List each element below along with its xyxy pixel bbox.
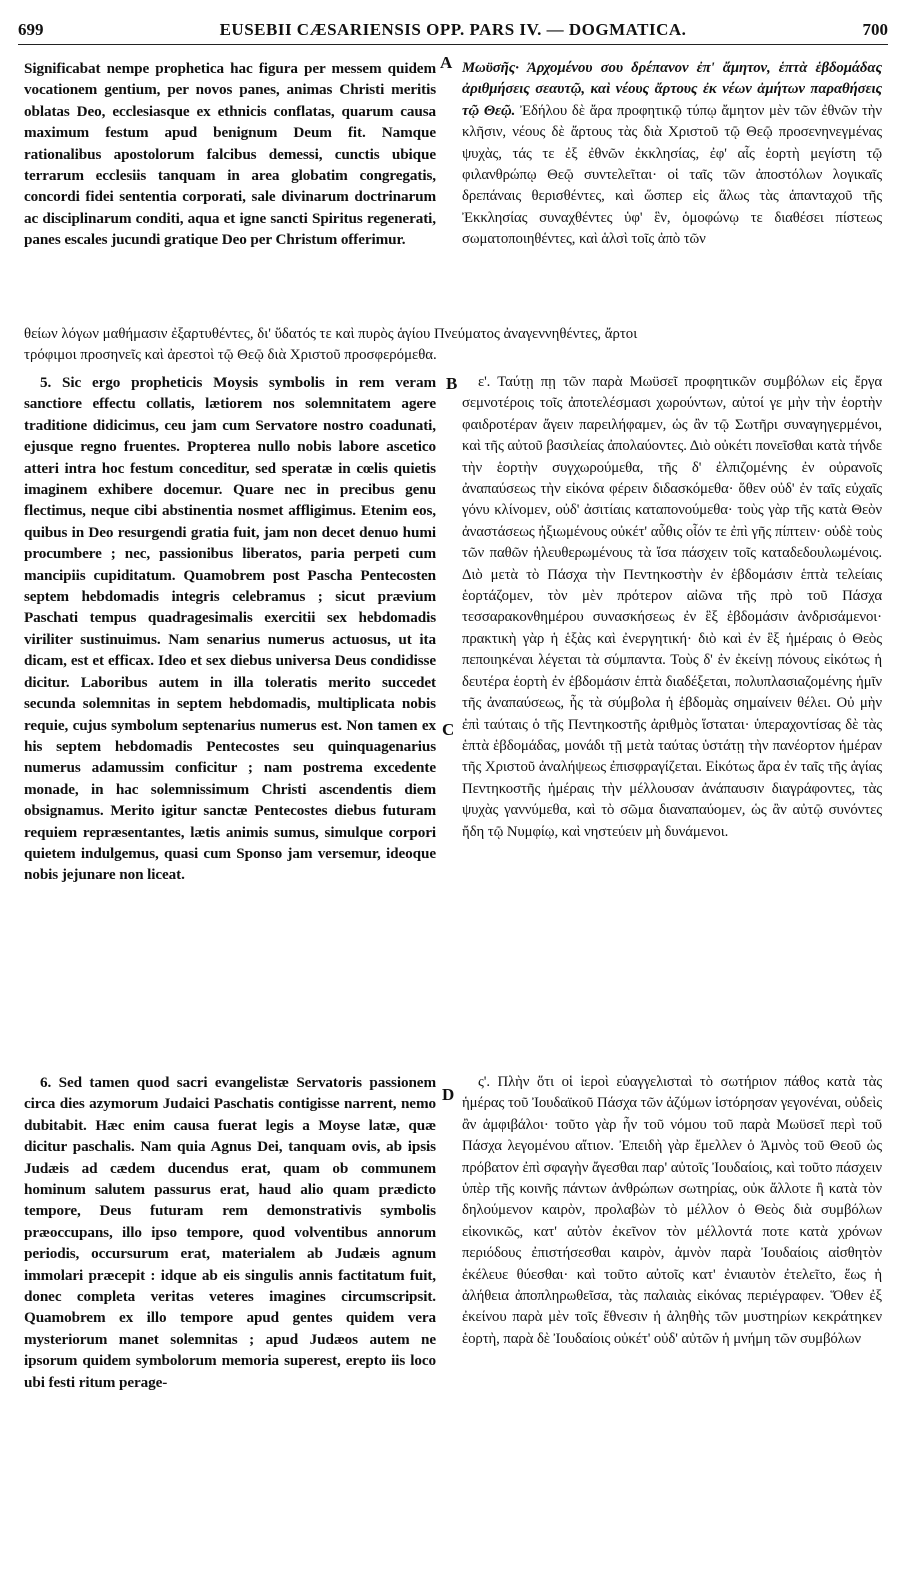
latin-section-6 [24,1072,436,1393]
header-rule [18,44,888,45]
latin-paragraph-6: 6. Sed tamen quod sacri evangelistæ Servatoris passionem circa dies azymorum Judaici Paschatis contigisse narrent, nemo dubitabit. Hæc enim causa fuerat legis a Moyse latæ, quæ dicitur paschalis. Nam quia Agnus Dei, tanquam ovis, ab ipsis Judæis ad cædem ducendus erat, quam ob communem hominum salutem passurus erat, haud alio quam prædicto tempore, Deus futuram rem demonstrativis symbolis præoccupans, illo ipso tempore, quod volventibus annorum periodis, occursurum erat, materialem ab Judæis agnum immolari præcepit : idque ab eis singulis annis factitatum fuit, donec completa veritas veteres imagines circumscripsit. Quamobrem ex illo tempore apud gentes quidem vera mysteriorum manet solemnitas ; apud Judæos autem ne ipsorum quidem symbolorum memoria superest, erepto iis loco ubi festi ritum perage- [24,1074,436,1391]
greek-section-6 [462,1072,882,1350]
greek-paragraph-6: ς'. Πλὴν ὅτι οἱ ἱεροὶ εὐαγγελισταὶ τὸ σωτήριον πάθος κατὰ τὰς ἡμέρας τοῦ Ἰουδαϊκοῦ Πάσχα τῶν ἀζύμων ἱστόρησαν γεγονέναι, οὐδεὶς ἂν ἀμφιβάλοι· τοῦτο γὰρ ἦν τοῦ νόμου τοῦ παρὰ Μωϋσεῖ περὶ τοῦ Πάσχα λεγομένου αἴτιον. Ἐπειδὴ γὰρ ἔμελλεν ὁ Ἀμνὸς τοῦ Θεοῦ ὡς πρόβατον ἐπὶ σφαγὴν ἄγεσθαι παρ' αὐτοῖς Ἰουδαίοις, καὶ τοῦτο πάσχειν ὑπὲρ τῆς κοινῆς πάντων ἀνθρώπων σωτηρίας, οὐκ ἄλλοτε ἢ κατὰ τὸν δηλούμενον καιρὸν, προλαβὼν τὸ μέλλον ὁ Θεὸς διὰ συμβόλων εἰκονικῶς, κατ' αὐτὸν ἐκεῖνον τὸν μέλλοντά ποτε κατὰ χρόνων περιόδους ἐπιστήσεσθαι καιρὸν, ἀμνὸν παρὰ Ἰουδαίοις αἰσθητὸν ἐκέλευε θύεσθαι· καὶ τοῦτο αὐτοῖς κατ' ἐνιαυτὸν ἐτελεῖτο, ἕως ἡ ἀλήθεια ἀποπληρωθεῖσα, τὰς παλαιὰς εἰκόνας περιέγραφεν. Ὅθεν ἐξ ἐκείνου παρὰ μὲν τοῖς ἔθνεσιν ἡ ἀληθὴς τῶν μυστηρίων κεκράτηκεν ἑορτὴ, παρὰ δὲ Ἰουδαίοις οὐκέτ' οὐδ' αὐτῶν ἡ μνήμη τῶν συμβόλων [462,1074,882,1347]
margin-marker-a: A [440,53,453,72]
greek-paragraph-1 [462,58,882,251]
page-header [18,16,888,46]
page-number-left: 699 [18,20,44,39]
greek-section-5 [462,372,882,843]
margin-marker-c: C [442,720,455,739]
greek-span-line-2: τρόφιμοι προσηνεῖς καὶ ἀρεστοὶ τῷ Θεῷ διὰ Χριστοῦ προσφερόμεθα. [24,347,437,364]
latin-block-1 [24,58,436,251]
greek-spanning-lines [24,324,882,367]
greek-span-line-1: θείων λόγων μαθήμασιν ἐξαρτυθέντες, δι' ὕδατός τε καὶ πυρὸς ἁγίου Πνεύματος ἀναγεννηθέντες, ἄρτοι [24,326,638,342]
margin-marker-b: B [446,374,458,393]
greek-paragraph-5: ε'. Ταύτῃ πῃ τῶν παρὰ Μωϋσεῖ προφητικῶν συμβόλων εἰς ἔργα σεμνοτέροις τοῖς ἀποτελέσμασι χωρούντων, αὐτοί γε μὴν τὴν ἑορτὴν φαιδροτέραν ἄγειν παρειλήφαμεν, ὡς ἂν τῷ Σωτῆρι συναγηγερμένοι, καὶ τῆς αὐτοῦ βασιλείας ἀπολαύοντες. Διὸ οὐκέτι πονεῖσθαι κατὰ τήνδε τὴν ἑορτὴν συγχωρούμεθα, τῆς δ' ἐλπιζομένης ἐν οὐρανοῖς ἀναπαύσεως τὴν εἰκόνα φέρειν διδασκόμεθα· ὅθεν οὐδ' ἐν ταῖς εὐχαῖς γόνυ κλίνομεν, οὐδ' ἀσιτίαις καταπονούμεθα· τοὺς γὰρ τῆς κατὰ Θεὸν ἀναστάσεως ἠξιωμένους οὐκέτ' αὖθις οἷόν τε ἐπὶ γῆς πίπτειν· οὐδὲ τοὺς τῶν παθῶν ἠλευθερωμένους τὰ ἴσα πάσχειν τοῖς καταδεδουλωμένοις. Διὸ μετὰ τὸ Πάσχα τὴν Πεντηκοστὴν ἐν ἑβδομάσιν ἑπτὰ τελείαις ἑορτάζομεν, τὸν μὲν πρότερον αἰῶνα τῆς πρὸ τοῦ Πάσχα τεσσαρακονθημέρου συνασκήσεως ἐν ἓξ ἑβδομάσιν ἀνδρισάμενοι· πρακτικὴ γὰρ ἡ ἑξὰς καὶ ἐνεργητική· διὸ καὶ ἐν ἓξ ἡμέραις ὁ Θεὸς πεποιηκέναι λέγεται τὰ σύμπαντα. Τοὺς δ' ἐν ἐκείνῃ πόνους εἰκότως ἡ δευτέρα ἑορτὴ ἐν ἑβδομάσιν ἑπτὰ διαδέξεται, πολυπλασιαζομένης ἡμῖν τῆς ἀναπαύσεως, ἧς τὰ σύμβολα ἡ ἑβδομὰς σημαίνειν θέλει. Οὐ μὴν ἐπὶ ταύταις ὁ τῆς Πεντηκοστῆς ἀριθμὸς ἵσταται· ὑπεραχοντίσας δὲ τὰς ἑπτὰ ἑβδομάδας, μονάδι τῇ μετὰ ταύτας ὑστάτῃ τὴν πανέορτον ἡμέραν τῆς Χριστοῦ ἀναλήψεως ἐπισφραγίζεται. Εἰκότως ἄρα ἐν ταῖς τῆς ἁγίας Πεντηκοστῆς ἡμέραις τὴν μέλλουσαν ἀνάπαυσιν διαγράφοντες, τὰς ψυχὰς γαννύμεθα, καὶ τὸ σῶμα διαναπαύομεν, ὡς ἂν αὐτῷ συνόντες ἤδη τῷ Νυμφίῳ, καὶ νηστεύειν μὴ δυνάμενοι. [462,374,882,840]
running-title: EUSEBII CÆSARIENSIS OPP. PARS IV. — DOGMATICA. [219,20,687,39]
margin-marker-d: D [442,1085,455,1104]
greek-quotation: Μωϋσῆς· Ἀρχομένου σου δρέπανον ἐπ' ἄμητον, ἑπτὰ ἑβδομάδας ἀριθμήσεις σεαυτῷ, καὶ νέους ἄρτους ἐκ νέων ἀμήτων παραθήσεις τῷ Θεῷ. [462,60,882,119]
page-number-right: 700 [862,20,888,39]
greek-block-1 [462,58,882,251]
greek-paragraph-1-text: Ἐδήλου δὲ ἄρα προφητικῷ τύπῳ ἄμητον μὲν τῶν ἐθνῶν τὴν κλῆσιν, νέους δὲ ἄρτους τὰς διὰ Χριστοῦ τῷ Θεῷ προσενηνεγμένας ψυχὰς, τάς τε ἐξ ἐθνῶν ἐκκλησίας, ἐφ' αἷς ἑορτὴ μεγίστη τῷ φιλανθρώπῳ Θεῷ συντελεῖται· οἱ ταῖς τῶν ἀποστόλων λογικαῖς δρεπάναις θερισθέντες, καὶ ὥσπερ εἰς ἅλως τὰς ἁπανταχοῦ τῆς Ἐκκλησίας συναχθέντες ὑφ' ἓν, ὁμοφώνῳ τε διαθέσει πίστεως σωματοποιηθέντες, καὶ ἁλσὶ τοῖς ἀπὸ τῶν [462,102,882,248]
latin-paragraph-5: 5. Sic ergo propheticis Moysis symbolis in rem veram sanctiore effectu collatis, lætiorem nos solemnitatem agere traditione didicimus, ceu jam cum Servatore nostro coadunati, ejusque regno fruentes. Propterea nullo nobis labore ascetico atteri intra hoc festum conceditur, sed speratæ in cœlis quietis imaginem exhibere docemur. Quare nec in precibus genu flectimus, neque cibi abstinentia nosmet affligimus. Etenim eos, quibus in Deo resurgendi gratia fuit, jam non decet denuo humi procumbere ; nec, passionibus liberatos, paria perpeti cum mancipiis cupiditatum. Quamobrem post Pascha Pentecosten septem hebdomadis integris celebramus ; sicut prævium Paschati tempus quadragesimalis exercitii sex hebdomadis viriliter sustinuimus. Nam senarius numerus actuosus, ut ita dicam, est et efficax. Ideo et sex diebus universa Deus condidisse dicitur. Laboribus autem in illa toleratis merito succedet secunda solemnitas in septem hebdomadis, multiplicata nobis requie, cujus symbolum septenarius numerus est. Non tamen ex his septem hebdomadis Pentecostes seu quinquagenarius numerus adamussim conficitur ; nam postrema excedente monade, in hac solemnissimum Christi ascendentis diem obsignamus. Merito igitur sanctæ Pentecostes diebus futuram requiem repræsentantes, lætis animis sumus, simulque corpori quietem indulgemus, quasi cum Sponso jam versemur, ideoque nobis jejunare non liceat. [24,374,436,884]
latin-section-5 [24,372,436,886]
latin-paragraph-1: Significabat nempe prophetica hac figura per messem quidem vocationem gentium, per novos panes, animas Christi meritis oblatas Deo, ecclesiasque ex ethnicis conflatas, quarum causa maximum festum apud benignum Deum fit. Namque rationalibus apostolorum falcibus demessi, cunctis ubique terrarum ecclesiis tanquam in area globatim congregatis, concordi fidei sententia corporati, sale divinarum doctrinarum ac disciplinarum conditi, aqua et igne sancti Spiritus regenerati, panes escales jucundi gratique Deo per Christum offerimur. [24,60,436,249]
